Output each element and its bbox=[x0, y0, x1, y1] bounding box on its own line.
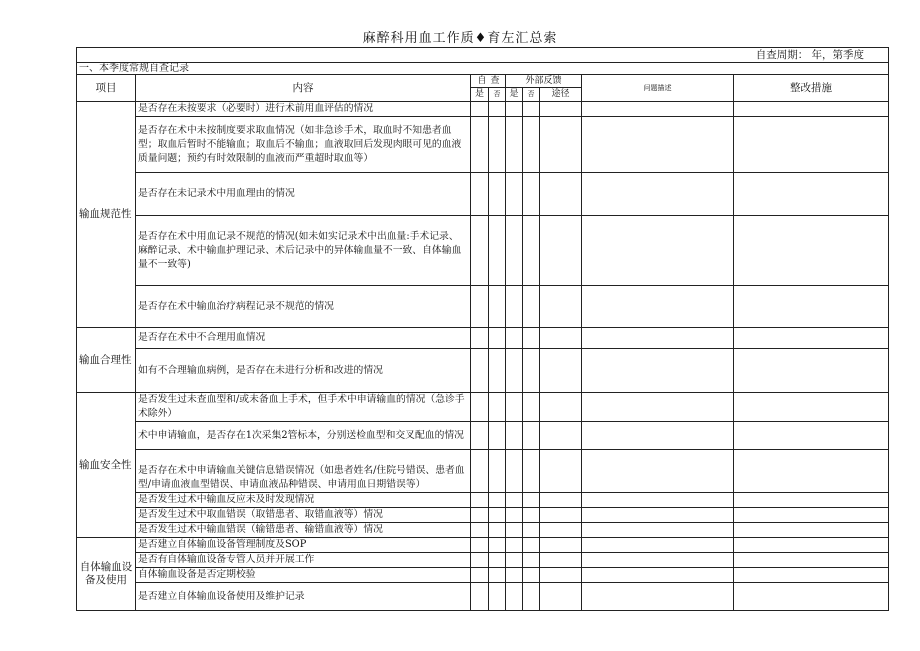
item-content: 自体输血设备是否定期校验 bbox=[136, 568, 471, 583]
self-no-cell[interactable] bbox=[489, 117, 506, 173]
ext-yes-cell[interactable] bbox=[506, 493, 523, 508]
route-cell[interactable] bbox=[540, 102, 582, 117]
ext-no-cell[interactable] bbox=[523, 393, 540, 422]
measures-cell[interactable] bbox=[734, 422, 889, 450]
problem-cell[interactable] bbox=[582, 393, 734, 422]
table-row bbox=[77, 568, 889, 583]
problem-cell[interactable] bbox=[582, 523, 734, 538]
ext-no-cell[interactable] bbox=[523, 286, 540, 328]
route-cell[interactable] bbox=[540, 349, 582, 393]
ext-yes-cell[interactable] bbox=[506, 216, 523, 286]
measures-cell[interactable] bbox=[734, 286, 889, 328]
ext-yes-cell[interactable] bbox=[506, 102, 523, 117]
ext-no-cell[interactable] bbox=[523, 538, 540, 553]
header-self-yes: 是 bbox=[471, 88, 489, 102]
route-cell[interactable] bbox=[540, 117, 582, 173]
table-row bbox=[77, 117, 889, 173]
self-no-cell[interactable] bbox=[489, 422, 506, 450]
self-yes-cell[interactable] bbox=[471, 450, 489, 493]
measures-cell[interactable] bbox=[734, 553, 889, 568]
route-cell[interactable] bbox=[540, 173, 582, 216]
item-content: 是否存在术中用血记录不规范的情况(如未如实记录术中出血量:手术记录、麻醉记录、术中输血护理记录、术后记录中的异体输血量不一致、自体输血量不一致等) bbox=[136, 216, 471, 286]
route-cell[interactable] bbox=[540, 508, 582, 523]
ext-no-cell[interactable] bbox=[523, 328, 540, 349]
ext-no-cell[interactable] bbox=[523, 508, 540, 523]
self-yes-cell[interactable] bbox=[471, 393, 489, 422]
route-cell[interactable] bbox=[540, 538, 582, 553]
item-content: 是否存在术中输血治疗病程记录不规范的情况 bbox=[136, 286, 471, 328]
category-cell: 输血规范性 bbox=[77, 102, 136, 328]
self-yes-cell[interactable] bbox=[471, 568, 489, 583]
header-self-check-b: 查 bbox=[489, 75, 506, 88]
problem-cell[interactable] bbox=[582, 493, 734, 508]
self-yes-cell[interactable] bbox=[471, 349, 489, 393]
item-content: 是否建立自体输血设备管理制度及SOP bbox=[136, 538, 471, 553]
route-cell[interactable] bbox=[540, 493, 582, 508]
table-row bbox=[77, 523, 889, 538]
header-row-1 bbox=[77, 75, 889, 88]
self-yes-cell[interactable] bbox=[471, 117, 489, 173]
header-content: 内容 bbox=[136, 75, 471, 102]
self-no-cell[interactable] bbox=[489, 583, 506, 611]
ext-no-cell[interactable] bbox=[523, 523, 540, 538]
ext-no-cell[interactable] bbox=[523, 216, 540, 286]
ext-yes-cell[interactable] bbox=[506, 286, 523, 328]
table-row bbox=[77, 583, 889, 611]
ext-yes-cell[interactable] bbox=[506, 393, 523, 422]
header-external-feedback: 外部反馈 bbox=[506, 75, 582, 88]
ext-no-cell[interactable] bbox=[523, 493, 540, 508]
header-ext-no: 否 bbox=[523, 88, 540, 102]
category-cell: 输血合理性 bbox=[77, 328, 136, 393]
measures-cell[interactable] bbox=[734, 450, 889, 493]
ext-no-cell[interactable] bbox=[523, 553, 540, 568]
route-cell[interactable] bbox=[540, 328, 582, 349]
item-content: 是否发生过术中取血错误（取错患者、取错血液等）情况 bbox=[136, 508, 471, 523]
measures-cell[interactable] bbox=[734, 493, 889, 508]
ext-no-cell[interactable] bbox=[523, 349, 540, 393]
item-content: 是否有自体输血设备专管人员并开展工作 bbox=[136, 553, 471, 568]
measures-cell[interactable] bbox=[734, 508, 889, 523]
measures-cell[interactable] bbox=[734, 583, 889, 611]
self-no-cell[interactable] bbox=[489, 523, 506, 538]
ext-no-cell[interactable] bbox=[523, 450, 540, 493]
ext-yes-cell[interactable] bbox=[506, 538, 523, 553]
item-content: 是否发生过术中输血错误（输错患者、输错血液等）情况 bbox=[136, 523, 471, 538]
ext-yes-cell[interactable] bbox=[506, 568, 523, 583]
table-row bbox=[77, 393, 889, 422]
self-yes-cell[interactable] bbox=[471, 493, 489, 508]
header-measures: 整改措施 bbox=[734, 75, 889, 102]
ext-no-cell[interactable] bbox=[523, 568, 540, 583]
table-row bbox=[77, 173, 889, 216]
ext-no-cell[interactable] bbox=[523, 102, 540, 117]
problem-cell[interactable] bbox=[582, 349, 734, 393]
self-no-cell[interactable] bbox=[489, 553, 506, 568]
header-item: 项目 bbox=[77, 75, 136, 102]
problem-cell[interactable] bbox=[582, 450, 734, 493]
problem-cell[interactable] bbox=[582, 102, 734, 117]
ext-yes-cell[interactable] bbox=[506, 328, 523, 349]
measures-cell[interactable] bbox=[734, 538, 889, 553]
table-row bbox=[77, 422, 889, 450]
table-row bbox=[77, 102, 889, 117]
route-cell[interactable] bbox=[540, 422, 582, 450]
section-title: 一、本季度常规自查记录 bbox=[77, 63, 889, 75]
header-self-check-a: 自 bbox=[471, 75, 489, 88]
self-yes-cell[interactable] bbox=[471, 102, 489, 117]
ext-no-cell[interactable] bbox=[523, 173, 540, 216]
ext-yes-cell[interactable] bbox=[506, 422, 523, 450]
self-no-cell[interactable] bbox=[489, 286, 506, 328]
measures-cell[interactable] bbox=[734, 393, 889, 422]
self-no-cell[interactable] bbox=[489, 450, 506, 493]
problem-cell[interactable] bbox=[582, 216, 734, 286]
route-cell[interactable] bbox=[540, 216, 582, 286]
item-content: 是否存在术中未按制度要求取血情况（如非急诊手术，取血时不知患者血型；取血后暂时不能输血；取血后不输血；血液取回后发现肉眼可见的血液质量问题；预约有时效限制的血液而严重超时取血等） bbox=[136, 117, 471, 173]
problem-cell[interactable] bbox=[582, 568, 734, 583]
self-yes-cell[interactable] bbox=[471, 328, 489, 349]
header-ext-yes: 是 bbox=[506, 88, 523, 102]
self-yes-cell[interactable] bbox=[471, 286, 489, 328]
measures-cell[interactable] bbox=[734, 568, 889, 583]
measures-cell[interactable] bbox=[734, 216, 889, 286]
self-yes-cell[interactable] bbox=[471, 508, 489, 523]
self-yes-cell[interactable] bbox=[471, 173, 489, 216]
item-content: 是否建立自体输血设备使用及维护记录 bbox=[136, 583, 471, 611]
self-no-cell[interactable] bbox=[489, 393, 506, 422]
ext-yes-cell[interactable] bbox=[506, 523, 523, 538]
measures-cell[interactable] bbox=[734, 102, 889, 117]
ext-yes-cell[interactable] bbox=[506, 450, 523, 493]
self-yes-cell[interactable] bbox=[471, 538, 489, 553]
self-no-cell[interactable] bbox=[489, 173, 506, 216]
category-cell: 自体输血设备及使用 bbox=[77, 538, 136, 611]
route-cell[interactable] bbox=[540, 286, 582, 328]
audit-table bbox=[76, 47, 889, 611]
item-content: 是否存在未记录术中用血理由的情况 bbox=[136, 173, 471, 216]
ext-yes-cell[interactable] bbox=[506, 508, 523, 523]
ext-yes-cell[interactable] bbox=[506, 583, 523, 611]
problem-cell[interactable] bbox=[582, 117, 734, 173]
item-content: 是否存在术中不合理用血情况 bbox=[136, 328, 471, 349]
route-cell[interactable] bbox=[540, 583, 582, 611]
route-cell[interactable] bbox=[540, 450, 582, 493]
audit-table-wrapper bbox=[76, 47, 888, 611]
route-cell[interactable] bbox=[540, 553, 582, 568]
problem-cell[interactable] bbox=[582, 328, 734, 349]
self-yes-cell[interactable] bbox=[471, 216, 489, 286]
ext-no-cell[interactable] bbox=[523, 422, 540, 450]
ext-no-cell[interactable] bbox=[523, 117, 540, 173]
problem-cell[interactable] bbox=[582, 553, 734, 568]
route-cell[interactable] bbox=[540, 393, 582, 422]
category-cell: 输血安全性 bbox=[77, 393, 136, 538]
self-yes-cell[interactable] bbox=[471, 523, 489, 538]
self-no-cell[interactable] bbox=[489, 493, 506, 508]
audit-period: 自查周期： 年，第季度 bbox=[77, 48, 889, 63]
item-content: 是否发生过未查血型和/或未备血上手术，但手术中申请输血的情况（急诊手术除外） bbox=[136, 393, 471, 422]
ext-yes-cell[interactable] bbox=[506, 349, 523, 393]
self-no-cell[interactable] bbox=[489, 349, 506, 393]
measures-cell[interactable] bbox=[734, 523, 889, 538]
problem-cell[interactable] bbox=[582, 173, 734, 216]
table-row bbox=[77, 538, 889, 553]
self-no-cell[interactable] bbox=[489, 568, 506, 583]
ext-no-cell[interactable] bbox=[523, 583, 540, 611]
table-row bbox=[77, 450, 889, 493]
header-self-no: 否 bbox=[489, 88, 506, 102]
self-yes-cell[interactable] bbox=[471, 583, 489, 611]
self-yes-cell[interactable] bbox=[471, 553, 489, 568]
self-no-cell[interactable] bbox=[489, 102, 506, 117]
table-row bbox=[77, 508, 889, 523]
section-row bbox=[77, 63, 889, 75]
self-no-cell[interactable] bbox=[489, 328, 506, 349]
document-title: 麻醉科用血工作质♦育左汇总索 bbox=[362, 31, 558, 46]
header-problem: 问题描述 bbox=[582, 75, 734, 102]
self-no-cell[interactable] bbox=[489, 538, 506, 553]
table-row bbox=[77, 553, 889, 568]
item-content: 如有不合理输血病例，是否存在未进行分析和改进的情况 bbox=[136, 349, 471, 393]
problem-cell[interactable] bbox=[582, 538, 734, 553]
ext-yes-cell[interactable] bbox=[506, 173, 523, 216]
period-row bbox=[77, 48, 889, 63]
route-cell[interactable] bbox=[540, 523, 582, 538]
problem-cell[interactable] bbox=[582, 422, 734, 450]
self-yes-cell[interactable] bbox=[471, 422, 489, 450]
ext-yes-cell[interactable] bbox=[506, 553, 523, 568]
table-row bbox=[77, 493, 889, 508]
table-row bbox=[77, 286, 889, 328]
problem-cell[interactable] bbox=[582, 286, 734, 328]
measures-cell[interactable] bbox=[734, 173, 889, 216]
item-content: 是否存在未按要求（必要时）进行术前用血评估的情况 bbox=[136, 102, 471, 117]
problem-cell[interactable] bbox=[582, 583, 734, 611]
item-content: 术中申请输血，是否存在1次采集2管标本，分别送检血型和交叉配血的情况 bbox=[136, 422, 471, 450]
problem-cell[interactable] bbox=[582, 508, 734, 523]
table-row bbox=[77, 349, 889, 393]
table-row bbox=[77, 216, 889, 286]
measures-cell[interactable] bbox=[734, 328, 889, 349]
route-cell[interactable] bbox=[540, 568, 582, 583]
table-row bbox=[77, 328, 889, 349]
measures-cell[interactable] bbox=[734, 117, 889, 173]
self-no-cell[interactable] bbox=[489, 508, 506, 523]
header-route: 途径 bbox=[540, 88, 582, 102]
self-no-cell[interactable] bbox=[489, 216, 506, 286]
measures-cell[interactable] bbox=[734, 349, 889, 393]
ext-yes-cell[interactable] bbox=[506, 117, 523, 173]
item-content: 是否发生过术中输血反应未及时发现情况 bbox=[136, 493, 471, 508]
item-content: 是否存在术中申请输血关键信息错误情况（如患者姓名/住院号错误、患者血型/申请血液血型错误、申请血液品种错误、申请用血日期错误等） bbox=[136, 450, 471, 493]
